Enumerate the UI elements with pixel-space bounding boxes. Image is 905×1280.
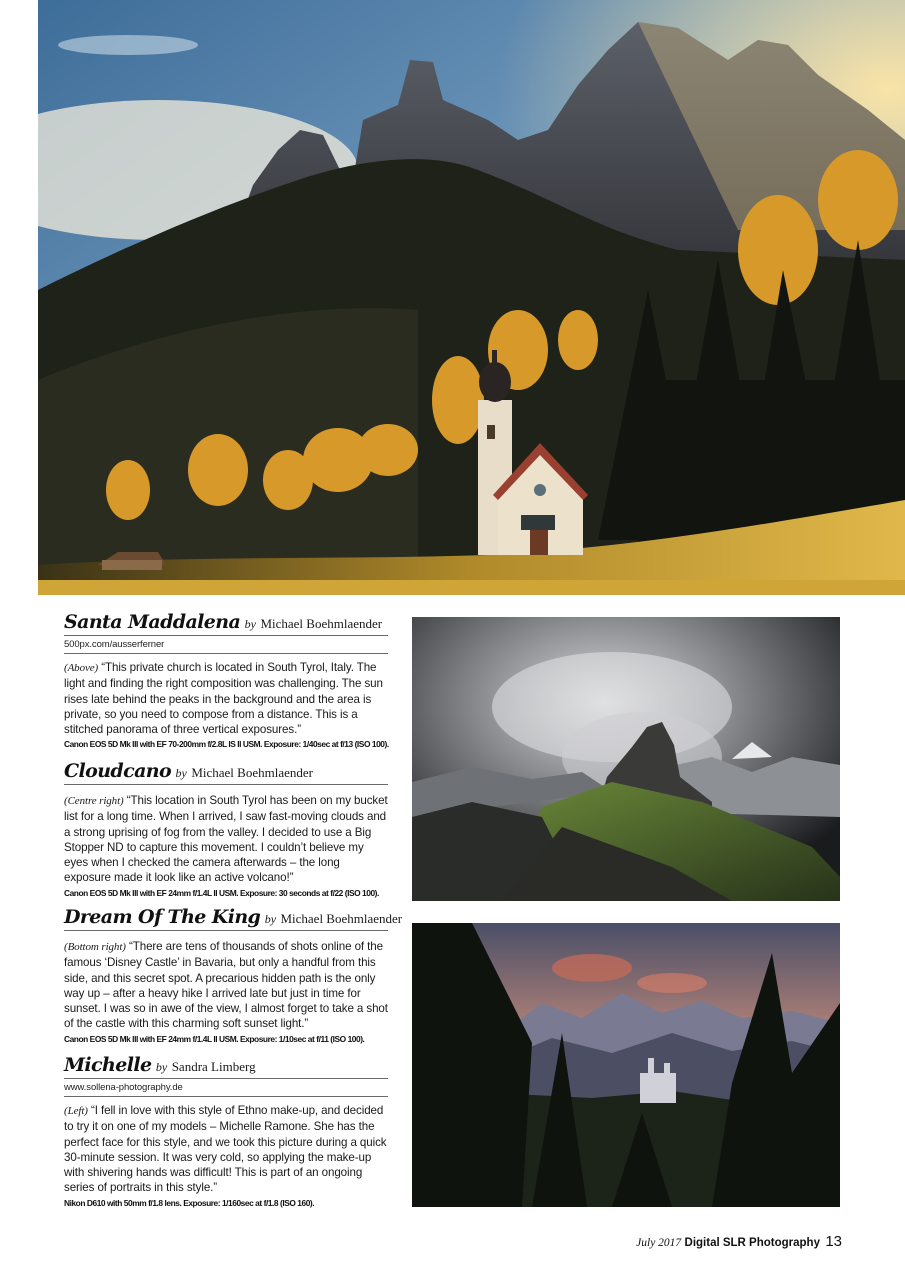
photographer-url[interactable]: 500px.com/ausserferner <box>64 636 388 654</box>
article-cloudcano <box>64 760 388 898</box>
article-title: Cloudcano <box>64 760 172 782</box>
article-body <box>64 793 388 886</box>
author-name: Sandra Limberg <box>171 1059 256 1074</box>
photo-position: (Centre right) <box>64 795 124 807</box>
dream-of-the-king-photo <box>412 923 840 1207</box>
photo-position: (Left) <box>64 1105 88 1117</box>
magazine-name: Digital SLR Photography <box>684 1237 820 1249</box>
article-heading <box>64 611 388 636</box>
byline-prefix: by <box>244 617 256 631</box>
author-name: Michael Boehmlaender <box>280 911 403 926</box>
author-name: Michael Boehmlaender <box>260 616 383 631</box>
article-title: Dream Of The King <box>64 906 261 928</box>
camera-specs: Canon EOS 5D Mk III with EF 24mm f/1.4L II USM. Exposure: 1/10sec at f/11 (ISO 100). <box>64 1033 365 1044</box>
cloudcano-photo <box>412 617 840 901</box>
article-heading <box>64 906 403 931</box>
article-body <box>64 1103 388 1196</box>
article-body <box>64 660 388 737</box>
page-number: 13 <box>825 1233 842 1250</box>
photo-position: (Above) <box>64 662 99 674</box>
camera-specs: Nikon D610 with 50mm f/1.8 lens. Exposure: 1/160sec at f/1.8 (ISO 160). <box>64 1197 315 1208</box>
article-body <box>64 939 388 1032</box>
article-heading <box>64 1054 388 1079</box>
article-title: Michelle <box>64 1054 152 1076</box>
byline-prefix: by <box>175 766 187 780</box>
issue-date: July 2017 <box>636 1237 682 1249</box>
santa-maddalena-photo <box>38 0 905 595</box>
article-dream-of-the-king <box>64 906 403 1044</box>
article-text: “I fell in love with this style of Ethno make-up, and decided to try it on one of my models – Michelle Ramone. She has the perfect face for this style, and we took this picture during a quick 30-minute session. It was very cold, so applying the make-up with shivering hands was difficult! This is part of an ongoing series of portraits in this style.” <box>64 1104 387 1195</box>
camera-specs: Canon EOS 5D Mk III with EF 70-200mm f/2.8L IS II USM. Exposure: 1/40sec at f/13 (ISO 100). <box>64 739 389 750</box>
article-text: “This location in South Tyrol has been on my bucket list for a long time. When I arrived, I saw fast-moving clouds and a strong uprising of fog from the valley. I decided to use a Big Stopper ND to capture this movement. I couldn’t believe my eyes when I checked the camera afterwards – the long exposure made it look like an active volcano!” <box>64 794 388 885</box>
camera-specs: Canon EOS 5D Mk III with EF 24mm f/1.4L II USM. Exposure: 30 seconds at f/22 (ISO 100). <box>64 887 379 898</box>
article-santa-maddalena <box>64 611 388 749</box>
article-text: “There are tens of thousands of shots online of the famous ‘Disney Castle’ in Bavaria, but only a handful from this side, and this secret spot. A precarious hidden path is the only way up – after a heavy hike I arrived late but just in time for sunset. I was so in awe of the view, I almost forget to take a shot of the castle with this charming soft sunset light.” <box>64 940 388 1031</box>
article-text: “This private church is located in South Tyrol, Italy. The light and finding the right composition was challenging. The sun rises late behind the peaks in the background and the area is private, so you need to compose from a distance. This is a stitched panorama of three vertical exposures.” <box>64 661 383 737</box>
byline-prefix: by <box>264 912 277 926</box>
photo-position: (Bottom right) <box>64 941 126 953</box>
author-name: Michael Boehmlaender <box>191 765 313 780</box>
article-heading <box>64 760 388 785</box>
article-title: Santa Maddalena <box>64 611 241 633</box>
byline-prefix: by <box>155 1060 168 1074</box>
page-footer <box>636 1233 842 1250</box>
article-michelle <box>64 1054 388 1208</box>
photographer-url[interactable]: www.sollena-photography.de <box>64 1079 388 1097</box>
